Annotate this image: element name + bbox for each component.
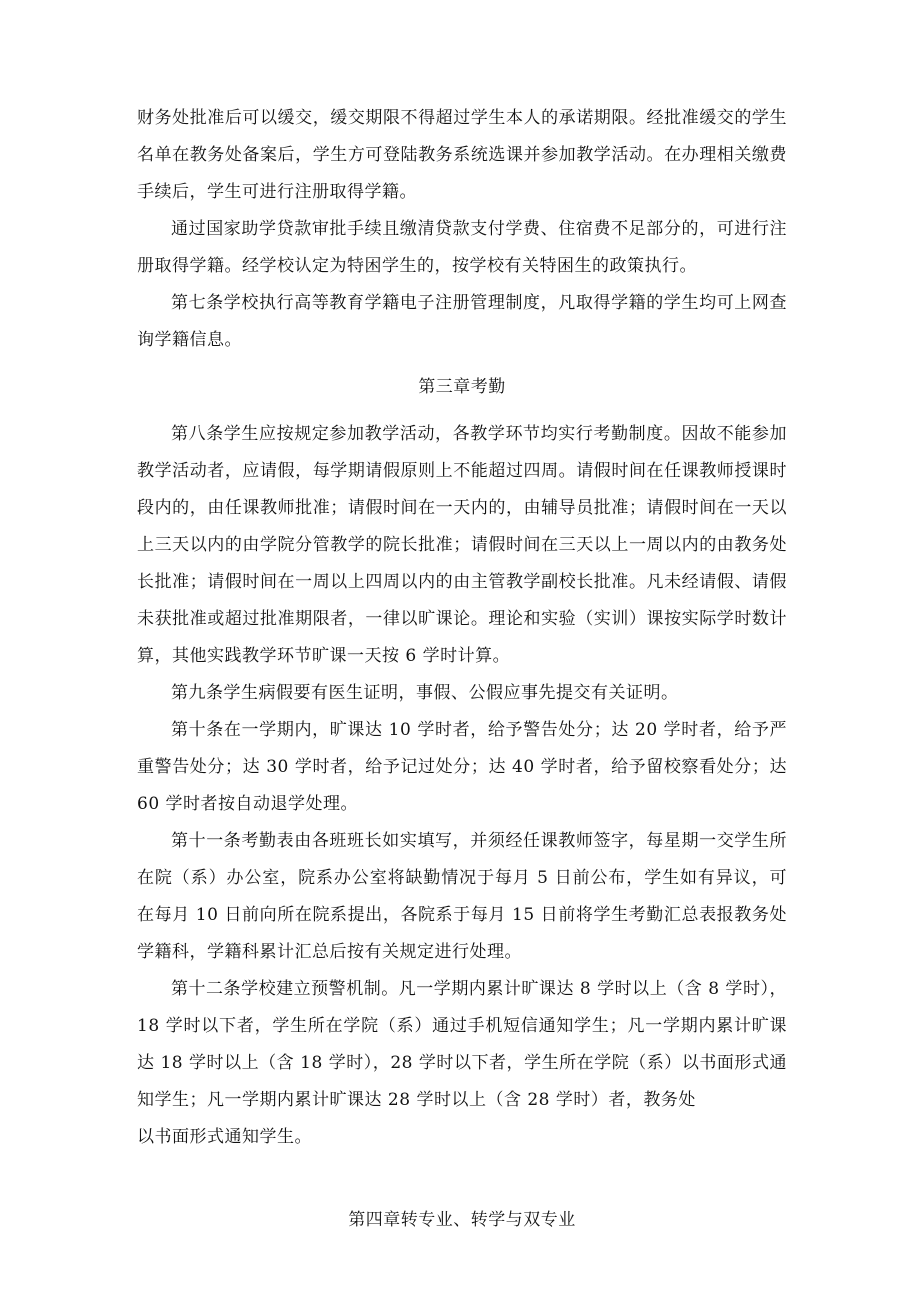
paragraph-continued: 财务处批准后可以缓交，缓交期限不得超过学生本人的承诺期限。经批准缓交的学生名单在教务处备案后，学生方可登陆教务系统选课并参加教学活动。在办理相关缴费手续后，学生可进行注册取得学籍。 [137, 108, 787, 202]
chapter-4-title: 第四章转专业、转学与双专业 [348, 1210, 576, 1230]
paragraph-article-11: 第十一条考勤表由各班班长如实填写，并须经任课教师签字，每星期一交学生所在院（系）办公室，院系办公室将缺勤情况于每月 5 日前公布，学生如有异议，可在每月 10 日前向所在院系提出，各院系于每月 15 日前将学生考勤汇总表报教务处学籍科，学籍科累计汇总后按有关规定进行处理。 [137, 831, 787, 962]
paragraph-article-9: 第九条学生病假要有医生证明，事假、公假应事先提交有关证明。 [171, 683, 679, 703]
paragraph-article-7: 第七条学校执行高等教育学籍电子注册管理制度，凡取得学籍的学生均可上网查询学籍信息。 [137, 293, 787, 350]
chapter-3-title: 第三章考勤 [418, 377, 506, 397]
paragraph-student-loan: 通过国家助学贷款审批手续且缴清贷款支付学费、住宿费不足部分的，可进行注册取得学籍。经学校认定为特困学生的，按学校有关特困生的政策执行。 [137, 219, 787, 276]
paragraph-article-8: 第八条学生应按规定参加教学活动，各教学环节均实行考勤制度。因故不能参加教学活动者，应请假，每学期请假原则上不能超过四周。请假时间在任课教师授课时段内的，由任课教师批准；请假时间在一天内的，由辅导员批准；请假时间在一天以上三天以内的由学院分管教学的院长批准；请假时间在三天以上一周以内的由教务处长批准；请假时间在一周以上四周以内的由主管教学副校长批准。凡未经请假、请假未获批准或超过批准期限者，一律以旷课论。理论和实验（实训）课按实际学时数计算，其他实践教学环节旷课一天按 6 学时计算。 [137, 424, 787, 666]
paragraph-article-12: 第十二条学校建立预警机制。凡一学期内累计旷课达 8 学时以上（含 8 学时），18 学时以下者，学生所在学院（系）通过手机短信通知学生；凡一学期内累计旷课达 18 学时以上（含 18 学时），28 学时以下者，学生所在学院（系）以书面形式通知学生；凡一学期内累计旷课达 28 学时以上（含 28 学时）者，教务处 [137, 979, 787, 1110]
paragraph-article-12-tail: 以书面形式通知学生。 [137, 1127, 312, 1147]
paragraph-article-10: 第十条在一学期内，旷课达 10 学时者，给予警告处分；达 20 学时者，给予严重警告处分；达 30 学时者，给予记过处分；达 40 学时者，给予留校察看处分；达 60 学时者按自动退学处理。 [137, 720, 787, 814]
